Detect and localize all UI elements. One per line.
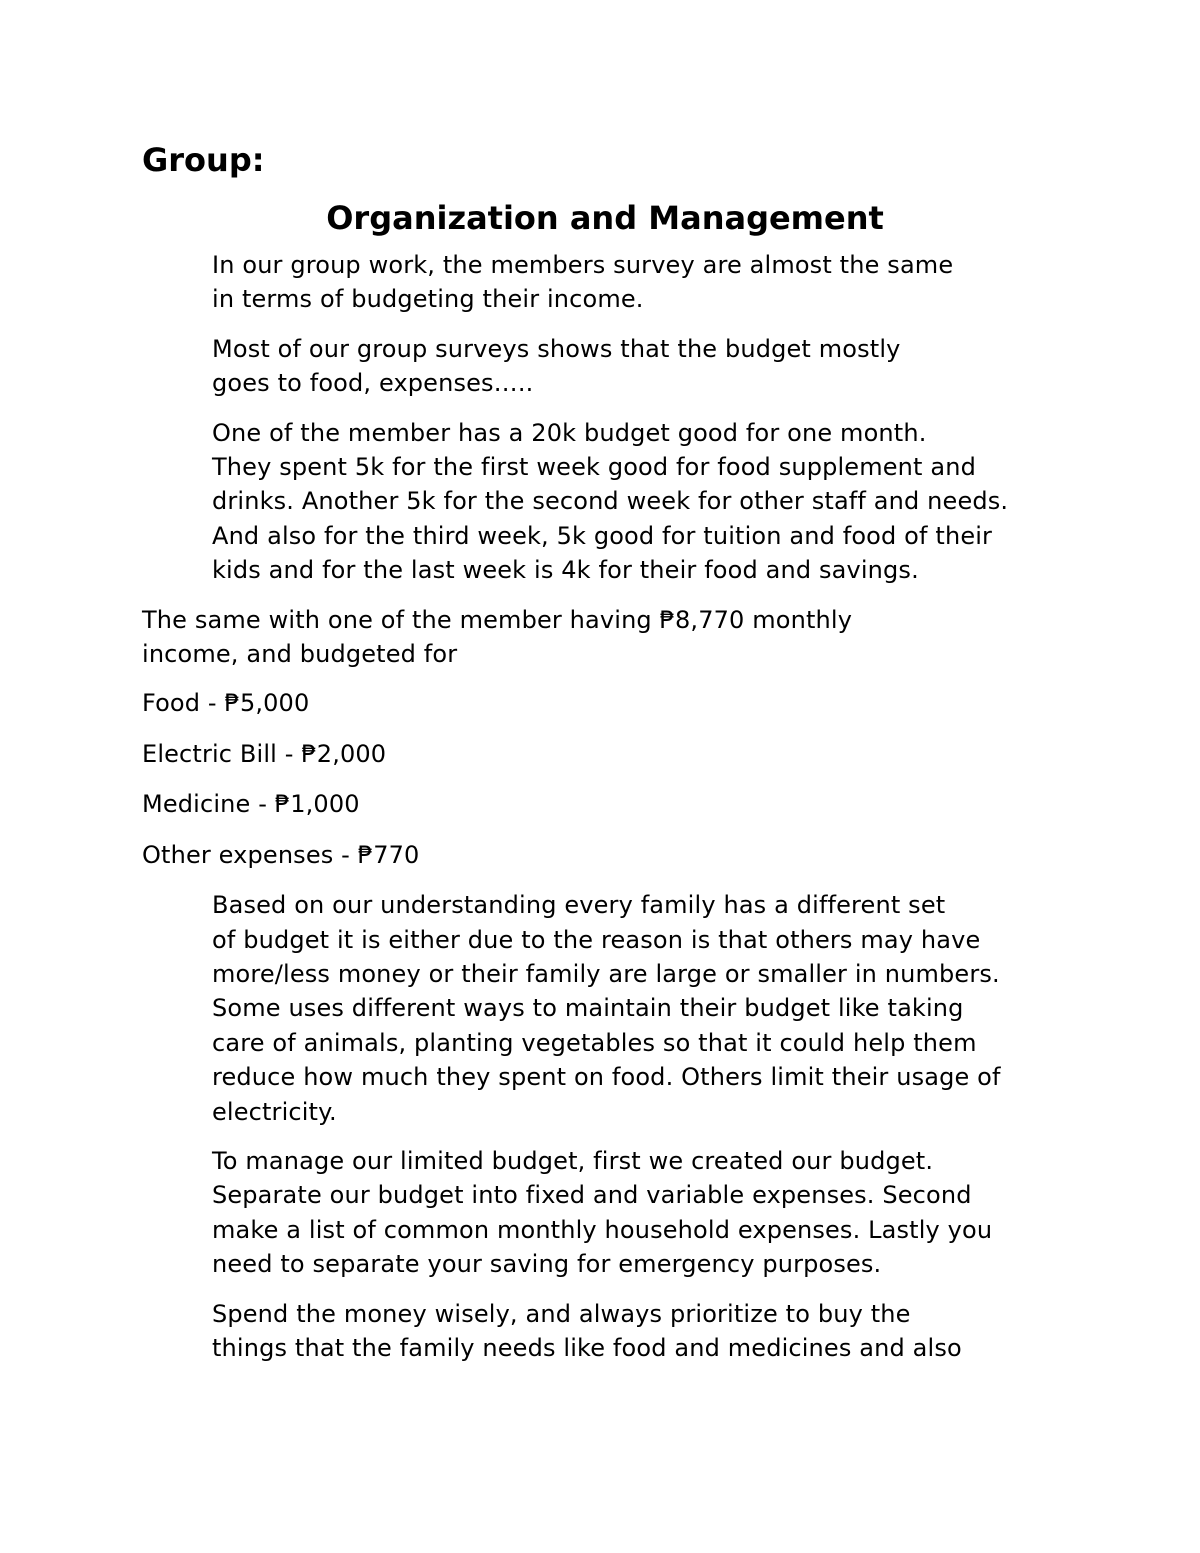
text-line: Separate our budget into fixed and variable expenses. Second	[212, 1181, 972, 1210]
text-line: income, and budgeted for	[142, 640, 458, 669]
text-line: Some uses different ways to maintain their budget like taking	[212, 994, 964, 1023]
text-line: reduce how much they spent on food. Others limit their usage of	[212, 1063, 1001, 1092]
text-line: Most of our group surveys shows that the budget mostly	[212, 334, 901, 363]
text-line: electricity.	[212, 1097, 337, 1126]
text-line: more/less money or their family are large or smaller in numbers.	[212, 959, 1000, 988]
text-line: They spent 5k for the first week good for food supplement and	[212, 453, 976, 482]
budget-item-electric-bill: Electric Bill - ₱2,000	[142, 739, 387, 768]
paragraph-manage-budget	[142, 1144, 1062, 1282]
text-line: in terms of budgeting their income.	[212, 285, 644, 314]
text-line: In our group work, the members survey are almost the same	[212, 251, 954, 279]
text-line: To manage our limited budget, first we created our budget.	[212, 1146, 934, 1175]
group-label: Group:	[142, 141, 265, 179]
budget-item-medicine: Medicine - ₱1,000	[142, 790, 360, 819]
text-line: The same with one of the member having ₱8,770 monthly	[142, 605, 853, 634]
paragraph-monthly-income	[142, 603, 1062, 672]
text-line: And also for the third week, 5k good for tuition and food of their	[212, 521, 993, 550]
paragraph-surveys	[142, 332, 1062, 401]
text-line: make a list of common monthly household expenses. Lastly you	[212, 1215, 993, 1244]
paragraph-understanding	[142, 888, 1062, 1129]
text-line: kids and for the last week is 4k for their food and savings.	[212, 556, 919, 585]
budget-item-food: Food - ₱5,000	[142, 689, 310, 718]
text-line: Based on our understanding every family has a different set	[212, 891, 946, 920]
text-line: drinks. Another 5k for the second week for other staff and needs.	[212, 487, 1009, 516]
text-line: care of animals, planting vegetables so that it could help them	[212, 1028, 977, 1057]
paragraph-group-work	[142, 248, 1062, 317]
text-line: goes to food, expenses…..	[212, 369, 534, 398]
text-line: One of the member has a 20k budget good for one month.	[212, 418, 927, 447]
text-line: things that the family needs like food and medicines and also	[212, 1333, 962, 1362]
paragraph-spend-wisely	[142, 1297, 1062, 1366]
budget-item-other-expenses: Other expenses - ₱770	[142, 840, 420, 869]
document-page	[142, 140, 1062, 1380]
text-line: need to separate your saving for emergency purposes.	[212, 1250, 882, 1279]
text-line: Spend the money wisely, and always prioritize to buy the	[212, 1299, 911, 1328]
document-title: Organization and Management	[326, 199, 884, 237]
text-line: of budget it is either due to the reason is that others may have	[212, 925, 981, 954]
paragraph-20k-budget	[142, 416, 1062, 588]
